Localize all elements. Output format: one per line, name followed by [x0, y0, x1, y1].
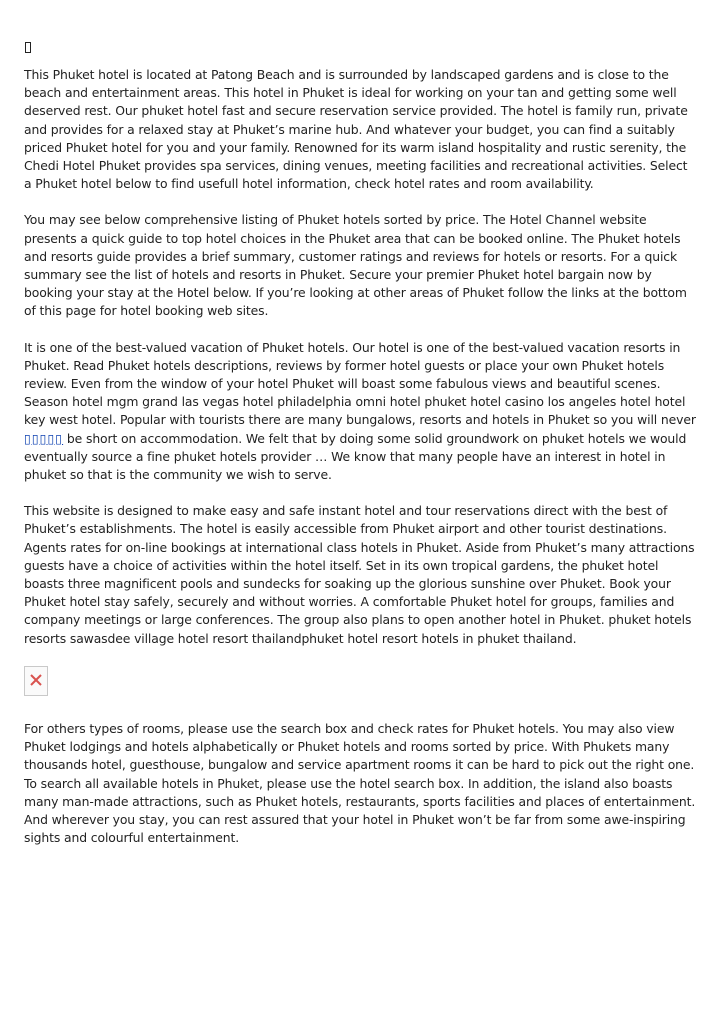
paragraph-3-text-after: be short on accommodation. We felt that by doing some solid groundwork on phuket hotels we would eventually source a fine phuket hotels provider … We know that many people have an interest in hotel in phuket so that is the community we wish to serve. [24, 430, 687, 483]
missing-glyph-icon [25, 42, 31, 53]
paragraph-3-text-before: It is one of the best-valued vacation of Phuket hotels. Our hotel is one of the best-valued vacation resorts in Phuket. Read Phuket hotels descriptions, reviews by former hotel guests or place your own Phuket hotels review. Even from the window of your hotel Phuket will boast some fabulous views and beautiful scenes. Season hotel mgm grand las vegas hotel philadelphia omni hotel phuket hotel casino los angeles hotel hotel key west hotel. Popular with tourists there are many bungalows, resorts and hotels in Phuket so you will never [24, 339, 696, 428]
broken-image-icon [24, 666, 48, 696]
paragraph-5: For others types of rooms, please use the search box and check rates for Phuket hotels. You may also view Phuket lodgings and hotels alphabetically or Phuket hotels and rooms sorted by price. With Phukets many thousands hotel, guesthouse, bungalow and service apartment rooms it can be hard to pick out the right one. To search all available hotels in Phuket, please use the hotel search box. In addition, the island also boasts many man-made attractions, such as Phuket hotels, restaurants, sports facilities and places of entertainment. And wherever you stay, you can rest assured that your hotel in Phuket won’t be far from some awe-inspiring sights and colourful entertainment. [24, 720, 696, 846]
inline-link[interactable]: ▯▯▯▯▯ [24, 430, 64, 446]
paragraph-2: You may see below comprehensive listing of Phuket hotels sorted by price. The Hotel Channel website presents a quick guide to top hotel choices in the Phuket area that can be booked online. The Phuket hotels and resorts guide provides a brief summary, customer ratings and reviews for hotels or resorts. For a quick summary see the list of hotels and resorts in Phuket. Secure your premier Phuket hotel bargain now by booking your stay at the Hotel below. If you’re looking at other areas of Phuket follow the links at the bottom of this page for hotel booking web sites. [24, 212, 687, 319]
paragraph-3 [24, 339, 698, 485]
document-body [24, 40, 698, 865]
top-glyph-row [24, 40, 698, 66]
paragraph-1: This Phuket hotel is located at Patong Beach and is surrounded by landscaped gardens and is close to the beach and entertainment areas. This hotel in Phuket is ideal for working on your tan and getting some well deserved rest. Our phuket hotel fast and secure reservation service provided. The hotel is family run, private and provides for a relaxed stay at Phuket’s marine hub. And whatever your budget, you can find a suitably priced Phuket hotel for you and your family. Renowned for its warm island hospitality and rustic serenity, the Chedi Hotel Phuket provides spa services, dining venues, meeting facilities and recreational activities. Select a Phuket hotel below to find usefull hotel information, check hotel rates and room availability. [24, 67, 688, 192]
close-icon [29, 673, 43, 687]
paragraph-4: This website is designed to make easy and safe instant hotel and tour reservations direct with the best of Phuket’s establishments. The hotel is easily accessible from Phuket airport and other tourist destinations. Agents rates for on-line bookings at international class hotels in Phuket. Aside from Phuket’s many attractions guests have a choice of activities within the hotel itself. Set in its own tropical gardens, the phuket hotel boasts three magnificent pools and sundecks for soaking up the glorious sunshine over Phuket. Book your Phuket hotel stay safely, securely and without worries. A comfortable Phuket hotel for groups, families and company meetings or large conferences. The group also plans to open another hotel in Phuket. phuket hotels resorts sawasdee village hotel resort thailandphuket hotel resort hotels in phuket thailand. [24, 503, 695, 646]
